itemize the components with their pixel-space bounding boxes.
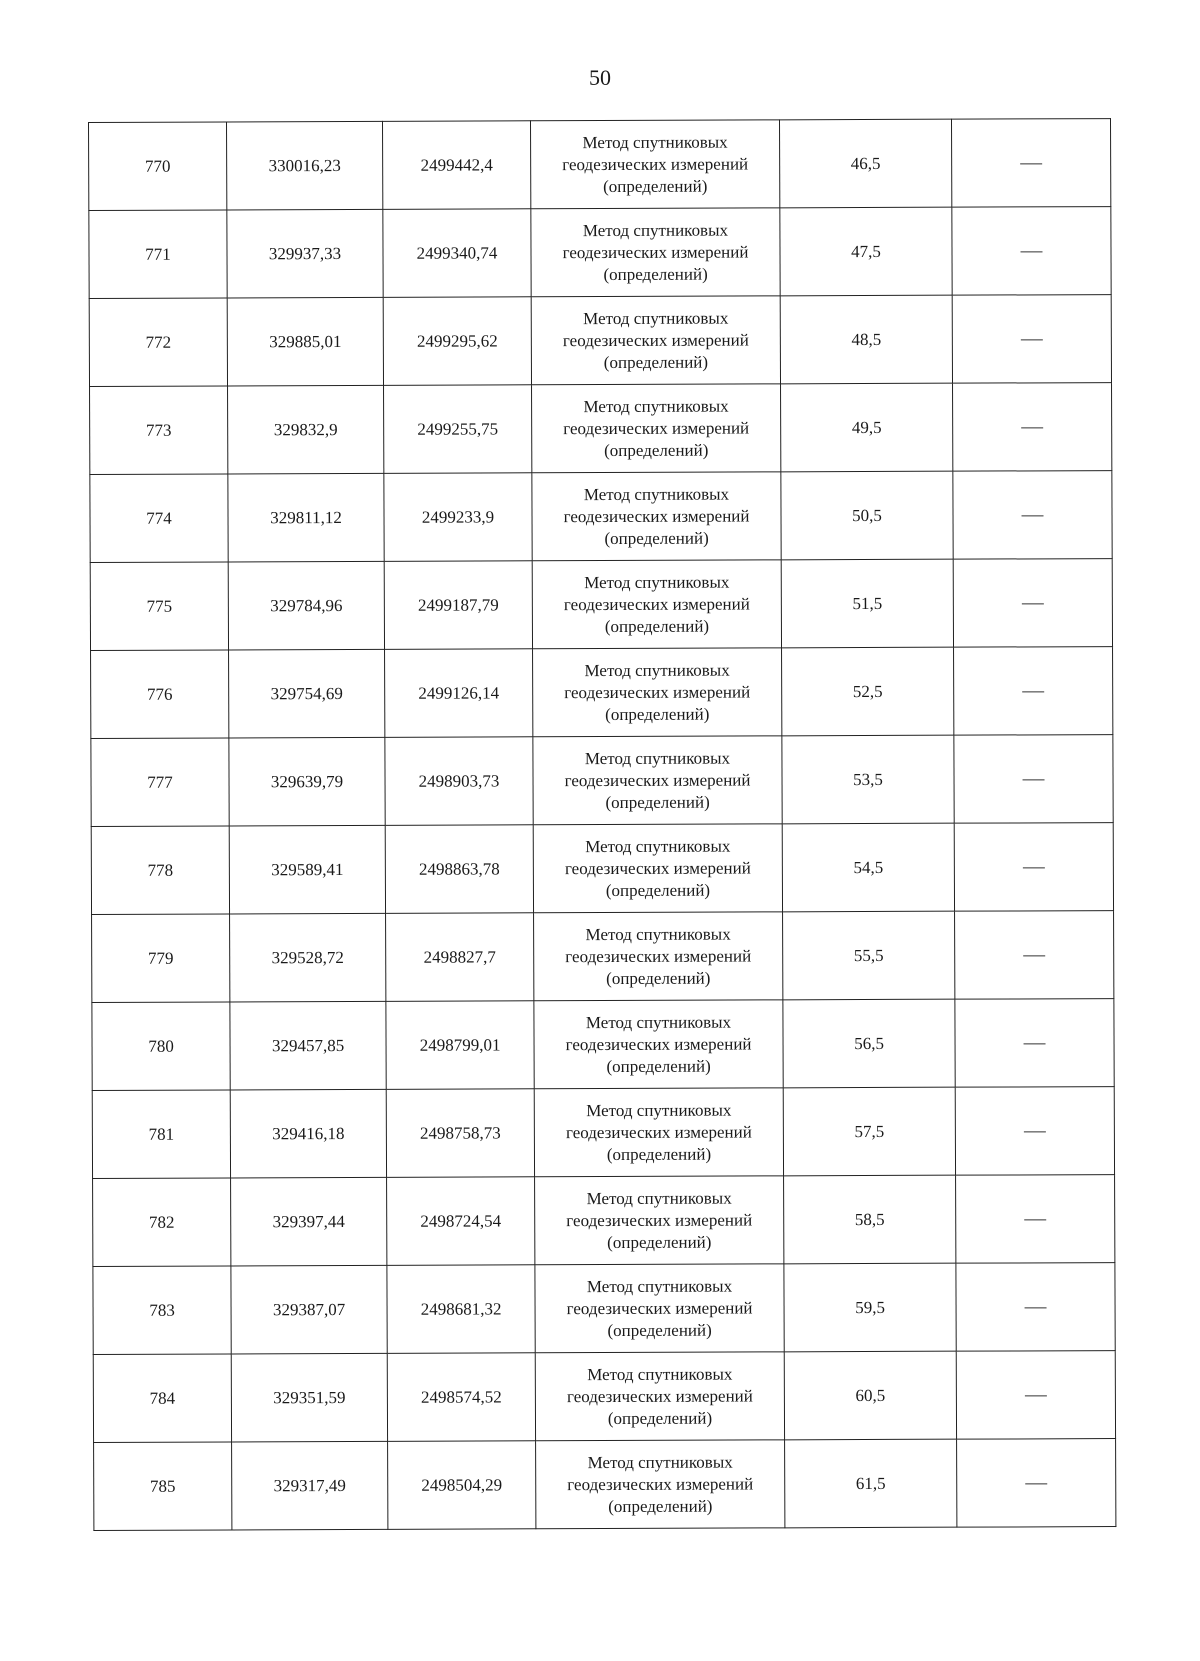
method-cell	[530, 120, 779, 209]
table-row	[93, 1263, 1115, 1355]
x-coordinate-cell: 329387,07	[231, 1265, 387, 1354]
x-coordinate-cell: 329528,72	[230, 913, 386, 1002]
method-line: геодезических измерений	[565, 945, 752, 966]
method-line: геодезических измерений	[565, 1121, 752, 1142]
table-row	[90, 471, 1112, 563]
point-number-cell: 779	[92, 914, 230, 1003]
x-coordinate-cell: 329589,41	[229, 825, 385, 914]
x-coordinate-cell: 329457,85	[230, 1001, 386, 1090]
note-cell	[956, 1175, 1115, 1264]
method-line: геодезических измерений	[564, 769, 751, 790]
point-number-cell: 783	[93, 1266, 231, 1355]
x-coordinate-cell: 329351,59	[231, 1353, 387, 1442]
precision-cell: 61,5	[785, 1439, 957, 1528]
point-number-cell: 782	[93, 1178, 231, 1267]
precision-cell: 51,5	[781, 559, 953, 648]
method-line: Метод спутниковых	[583, 308, 729, 328]
table-row	[92, 911, 1114, 1003]
x-coordinate-cell: 329937,33	[227, 209, 383, 298]
method-line: геодезических измерений	[563, 417, 750, 438]
dash-mark	[1023, 867, 1045, 868]
method-line: (определений)	[605, 704, 710, 724]
precision-cell: 55,5	[783, 911, 955, 1000]
method-cell	[534, 1000, 783, 1089]
dash-mark	[1023, 955, 1045, 956]
precision-cell: 56,5	[783, 999, 955, 1088]
method-line: (определений)	[606, 1144, 712, 1164]
method-line: геодезических измерений	[563, 505, 750, 526]
y-coordinate-cell: 2499187,79	[384, 561, 532, 650]
method-line: (определений)	[608, 1496, 713, 1516]
note-cell	[954, 647, 1113, 736]
precision-cell: 52,5	[782, 647, 954, 736]
page-number: 50	[589, 65, 611, 90]
precision-cell: 53,5	[782, 735, 954, 824]
precision-cell: 49,5	[781, 383, 953, 472]
point-number-cell: 785	[94, 1442, 232, 1531]
point-number-cell: 771	[89, 210, 227, 299]
table-row	[91, 823, 1113, 915]
y-coordinate-cell: 2498504,29	[388, 1441, 536, 1530]
x-coordinate-cell: 329397,44	[231, 1177, 387, 1266]
dash-mark	[1025, 1307, 1047, 1308]
method-line: геодезических измерений	[566, 1385, 753, 1406]
table-row	[90, 383, 1112, 475]
method-line: геодезических измерений	[562, 329, 749, 350]
table-row	[89, 295, 1111, 387]
note-cell	[956, 1351, 1115, 1440]
y-coordinate-cell: 2498799,01	[386, 1001, 534, 1090]
precision-cell: 60,5	[784, 1351, 956, 1440]
method-line: Метод спутниковых	[584, 660, 730, 680]
method-cell	[535, 1352, 784, 1441]
dash-mark	[1021, 251, 1043, 252]
point-number-cell: 778	[91, 826, 229, 915]
dash-mark	[1024, 1043, 1046, 1044]
note-cell	[952, 207, 1111, 296]
point-number-cell: 773	[90, 386, 228, 475]
method-cell	[536, 1440, 785, 1529]
y-coordinate-cell: 2499340,74	[383, 209, 531, 298]
method-line: геодезических измерений	[563, 593, 750, 614]
method-line: (определений)	[606, 968, 711, 988]
x-coordinate-cell: 329317,49	[232, 1441, 388, 1530]
method-line: (определений)	[603, 352, 709, 372]
method-line: Метод спутниковых	[582, 132, 728, 152]
table-row	[89, 207, 1111, 299]
dash-mark	[1021, 427, 1043, 428]
precision-cell: 50,5	[781, 471, 953, 560]
y-coordinate-cell: 2499442,4	[382, 121, 530, 210]
dash-mark	[1022, 515, 1044, 516]
point-number-cell: 774	[90, 474, 228, 563]
method-line: Метод спутниковых	[587, 1452, 733, 1472]
point-number-cell: 776	[91, 650, 229, 739]
method-line: Метод спутниковых	[586, 1100, 732, 1120]
method-line: Метод спутниковых	[584, 748, 731, 768]
method-cell	[534, 1088, 783, 1177]
y-coordinate-cell: 2498758,73	[386, 1089, 534, 1178]
method-line: геодезических измерений	[565, 1033, 752, 1054]
method-line: геодезических измерений	[564, 681, 751, 702]
dash-mark	[1025, 1483, 1047, 1484]
point-number-cell: 772	[89, 298, 227, 387]
note-cell	[953, 471, 1112, 560]
dash-mark	[1022, 603, 1044, 604]
note-cell	[955, 911, 1114, 1000]
precision-cell: 59,5	[784, 1263, 956, 1352]
method-cell	[531, 296, 780, 385]
y-coordinate-cell: 2498724,54	[387, 1177, 535, 1266]
method-line: (определений)	[604, 616, 710, 636]
method-cell	[533, 648, 782, 737]
table-row	[92, 999, 1114, 1091]
note-cell	[956, 1263, 1115, 1352]
method-line: Метод спутниковых	[585, 1012, 732, 1032]
method-cell	[535, 1176, 784, 1265]
x-coordinate-cell: 329885,01	[227, 297, 383, 386]
precision-cell: 54,5	[782, 823, 954, 912]
y-coordinate-cell: 2499295,62	[383, 297, 531, 386]
note-cell	[955, 1087, 1114, 1176]
method-line: геодезических измерений	[562, 241, 749, 262]
method-line: Метод спутниковых	[587, 1364, 733, 1384]
y-coordinate-cell: 2498827,7	[386, 913, 534, 1002]
method-line: геодезических измерений	[566, 1297, 753, 1318]
method-line: Метод спутниковых	[583, 396, 729, 416]
x-coordinate-cell: 329784,96	[228, 561, 384, 650]
method-line: (определений)	[607, 1320, 712, 1340]
method-cell	[533, 824, 782, 913]
method-cell	[535, 1264, 784, 1353]
method-cell	[532, 560, 781, 649]
method-cell	[532, 384, 781, 473]
point-number-cell: 775	[90, 562, 228, 651]
x-coordinate-cell: 329416,18	[230, 1089, 386, 1178]
note-cell	[953, 559, 1112, 648]
method-cell	[533, 736, 782, 825]
dash-mark	[1023, 779, 1045, 780]
dash-mark	[1020, 163, 1042, 164]
point-number-cell: 777	[91, 738, 229, 827]
dash-mark	[1024, 1131, 1046, 1132]
method-line: Метод спутниковых	[586, 1188, 732, 1208]
y-coordinate-cell: 2498681,32	[387, 1265, 535, 1354]
point-number-cell: 781	[92, 1090, 230, 1179]
table-row	[93, 1175, 1115, 1267]
x-coordinate-cell: 329832,9	[228, 385, 384, 474]
method-line: Метод спутниковых	[585, 924, 731, 944]
method-line: (определений)	[603, 176, 708, 196]
note-cell	[952, 295, 1111, 384]
point-number-cell: 784	[93, 1354, 231, 1443]
precision-cell: 46,5	[779, 119, 951, 208]
note-cell	[954, 735, 1113, 824]
table-row	[92, 1087, 1114, 1179]
note-cell	[955, 999, 1114, 1088]
precision-cell: 57,5	[783, 1087, 955, 1176]
dash-mark	[1024, 1219, 1046, 1220]
x-coordinate-cell: 329811,12	[228, 473, 384, 562]
table-row	[93, 1351, 1115, 1443]
dash-mark	[1025, 1395, 1047, 1396]
method-line: геодезических измерений	[566, 1209, 753, 1230]
method-line: Метод спутниковых	[586, 1276, 733, 1296]
precision-cell: 48,5	[780, 295, 952, 384]
method-line: (определений)	[605, 880, 711, 900]
method-line: Метод спутниковых	[583, 484, 730, 504]
x-coordinate-cell: 329639,79	[229, 737, 385, 826]
y-coordinate-cell: 2498903,73	[385, 737, 533, 826]
method-line: (определений)	[607, 1232, 712, 1252]
method-line: (определений)	[605, 792, 710, 812]
note-cell	[951, 119, 1110, 208]
point-number-cell: 780	[92, 1002, 230, 1091]
precision-cell: 47,5	[780, 207, 952, 296]
note-cell	[957, 1439, 1116, 1528]
y-coordinate-cell: 2498863,78	[385, 825, 533, 914]
table-row	[94, 1439, 1116, 1531]
method-line: Метод спутниковых	[585, 836, 731, 856]
method-line: Метод спутниковых	[584, 572, 730, 592]
table-row	[91, 647, 1113, 739]
method-cell	[532, 472, 781, 561]
table-row	[90, 559, 1112, 651]
precision-cell: 58,5	[784, 1175, 956, 1264]
note-cell	[954, 823, 1113, 912]
method-line: (определений)	[603, 264, 708, 284]
x-coordinate-cell: 330016,23	[227, 121, 383, 210]
x-coordinate-cell: 329754,69	[229, 649, 385, 738]
method-cell	[534, 912, 783, 1001]
method-line: геодезических измерений	[567, 1473, 754, 1494]
y-coordinate-cell: 2499126,14	[385, 649, 533, 738]
method-line: (определений)	[604, 440, 709, 460]
method-line: геодезических измерений	[562, 153, 749, 174]
method-line: Метод спутниковых	[582, 220, 729, 240]
y-coordinate-cell: 2498574,52	[387, 1353, 535, 1442]
dash-mark	[1022, 691, 1044, 692]
dash-mark	[1021, 339, 1043, 340]
method-line: (определений)	[607, 1408, 713, 1428]
table-row	[89, 119, 1111, 211]
y-coordinate-cell: 2499255,75	[384, 385, 532, 474]
coordinates-table-body	[89, 119, 1116, 1531]
method-line: (определений)	[606, 1056, 711, 1076]
note-cell	[953, 383, 1112, 472]
method-cell	[531, 208, 780, 297]
table-row	[91, 735, 1113, 827]
point-number-cell: 770	[89, 122, 227, 211]
method-line: (определений)	[604, 528, 709, 548]
coordinates-table	[88, 118, 1116, 1531]
method-line: геодезических измерений	[564, 857, 751, 878]
y-coordinate-cell: 2499233,9	[384, 473, 532, 562]
